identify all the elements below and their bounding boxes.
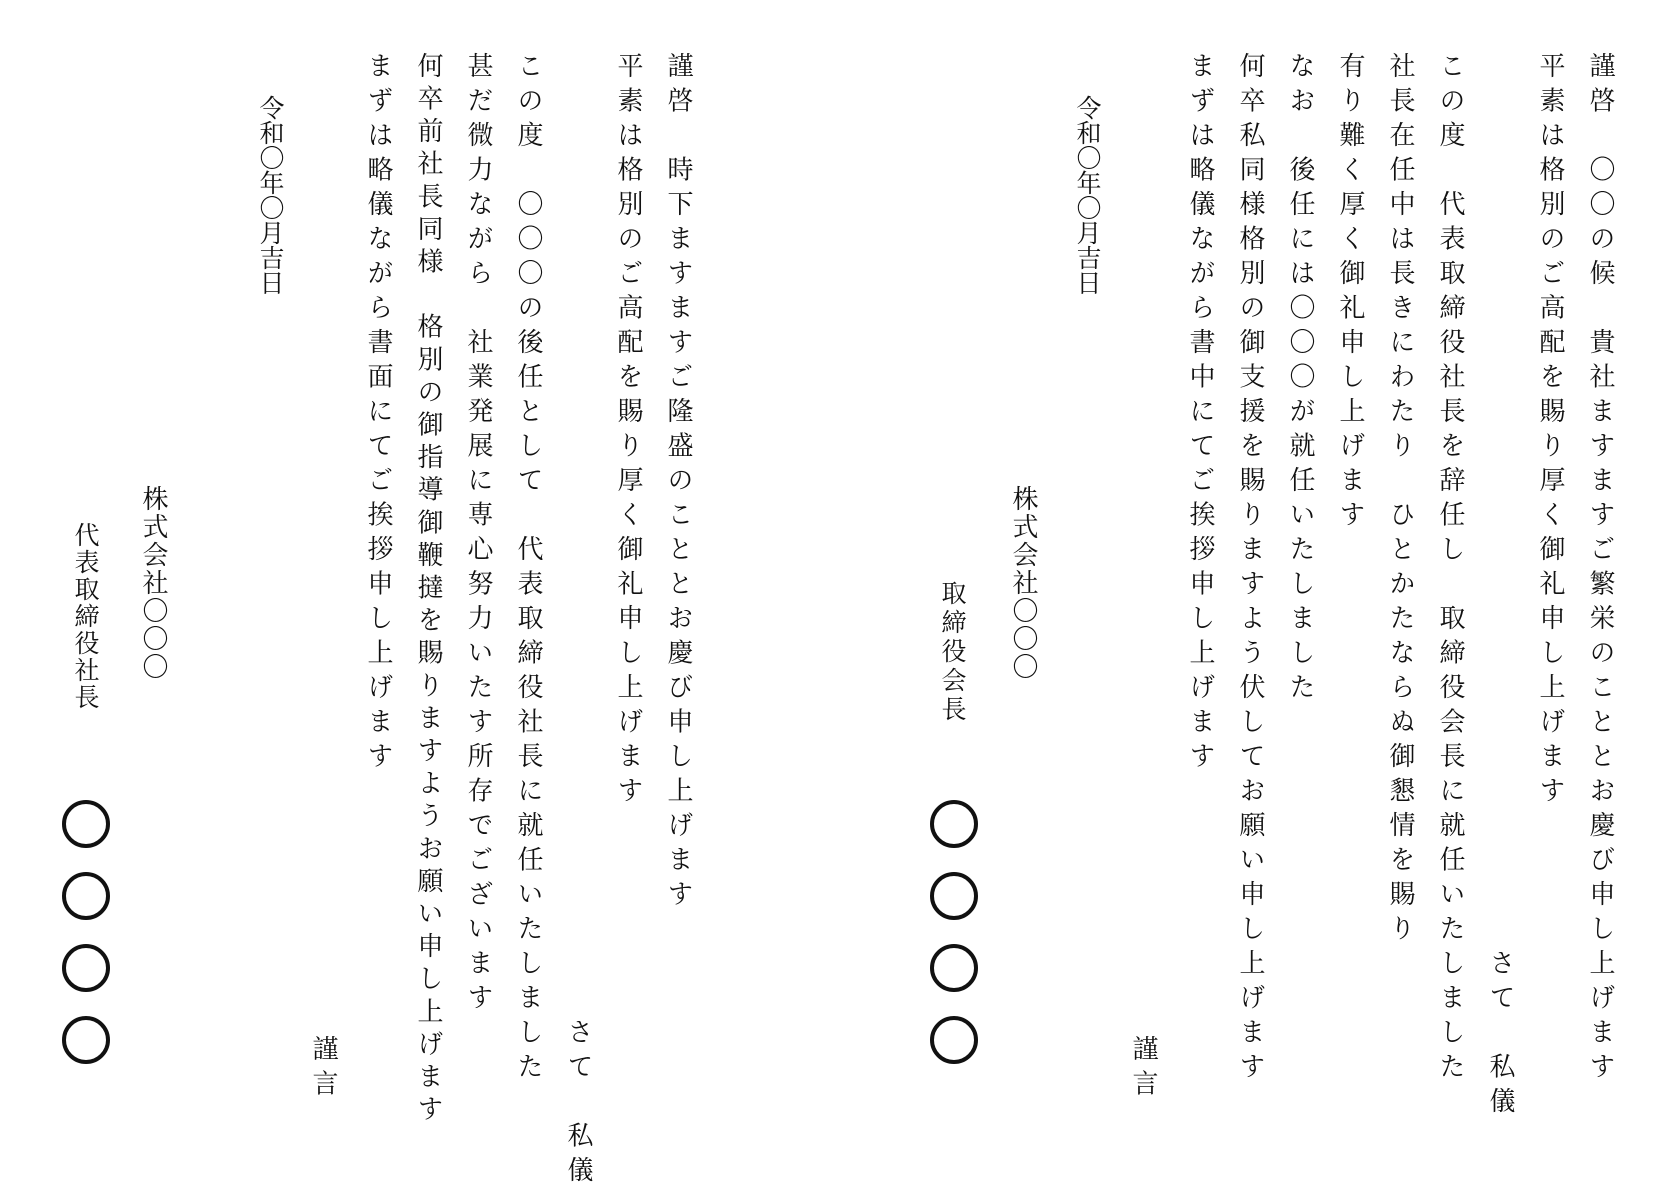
company-name: 株式会社〇〇〇 [1008,485,1038,681]
body-line: 何卒前社長同様 格別の御指導御鞭撻を賜りますようお願い申し上げます [413,52,443,1128]
body-line: 平素は格別のご高配を賜り厚く御礼申し上げます [613,52,643,811]
closing: 謹言 [1128,1035,1158,1104]
body-line: さて 私儀 [1485,52,1515,1122]
seal-circle [930,1016,978,1064]
body-line: 平素は格別のご高配を賜り厚く御礼申し上げます [1535,52,1565,811]
body-line: 謹啓 時下ますますご隆盛のこととお慶び申し上げます [663,52,693,915]
closing: 謹言 [308,1035,338,1104]
date: 令和〇年〇月吉日 [256,95,285,295]
seal-circle [62,1016,110,1064]
date: 令和〇年〇月吉日 [1073,95,1102,295]
body-line: まずは略儀ながら書面にてご挨拶申し上げます [363,52,393,777]
seal-circle [930,800,978,848]
body-line: この度 〇〇〇の後任として 代表取締役社長に就任いたしました [513,52,543,1087]
seal-circle [930,944,978,992]
company-name: 株式会社〇〇〇 [138,485,168,681]
body-line: 有り難く厚く御礼申し上げます [1335,52,1365,535]
body-line: 謹啓 〇〇の候 貴社ますますご繁栄のこととお慶び申し上げます [1585,52,1615,1087]
signer-title: 代表取締役社長 [71,522,100,711]
body-line: まずは略儀ながら書中にてご挨拶申し上げます [1185,52,1215,777]
body-line: 何卒私同様格別の御支援を賜りますよう伏してお願い申し上げます [1235,52,1265,1087]
body-line: この度 代表取締役社長を辞任し 取締役会長に就任いたしました [1435,52,1465,1087]
body-line: さて 私儀 [563,52,593,1191]
body-line: 社長在任中は長きにわたり ひとかたならぬ御懇情を賜り [1385,52,1415,949]
seal-circle [930,872,978,920]
body-line: なお 後任には〇〇〇が就任いたしました [1285,52,1315,708]
president-letter [0,0,800,1191]
signer-title: 取締役会長 [938,580,967,725]
body-line: 甚だ微力ながら 社業発展に専心努力いたす所存でございます [463,52,493,1018]
seal-circle [62,800,110,848]
seal-circle [62,872,110,920]
seal-circle [62,944,110,992]
